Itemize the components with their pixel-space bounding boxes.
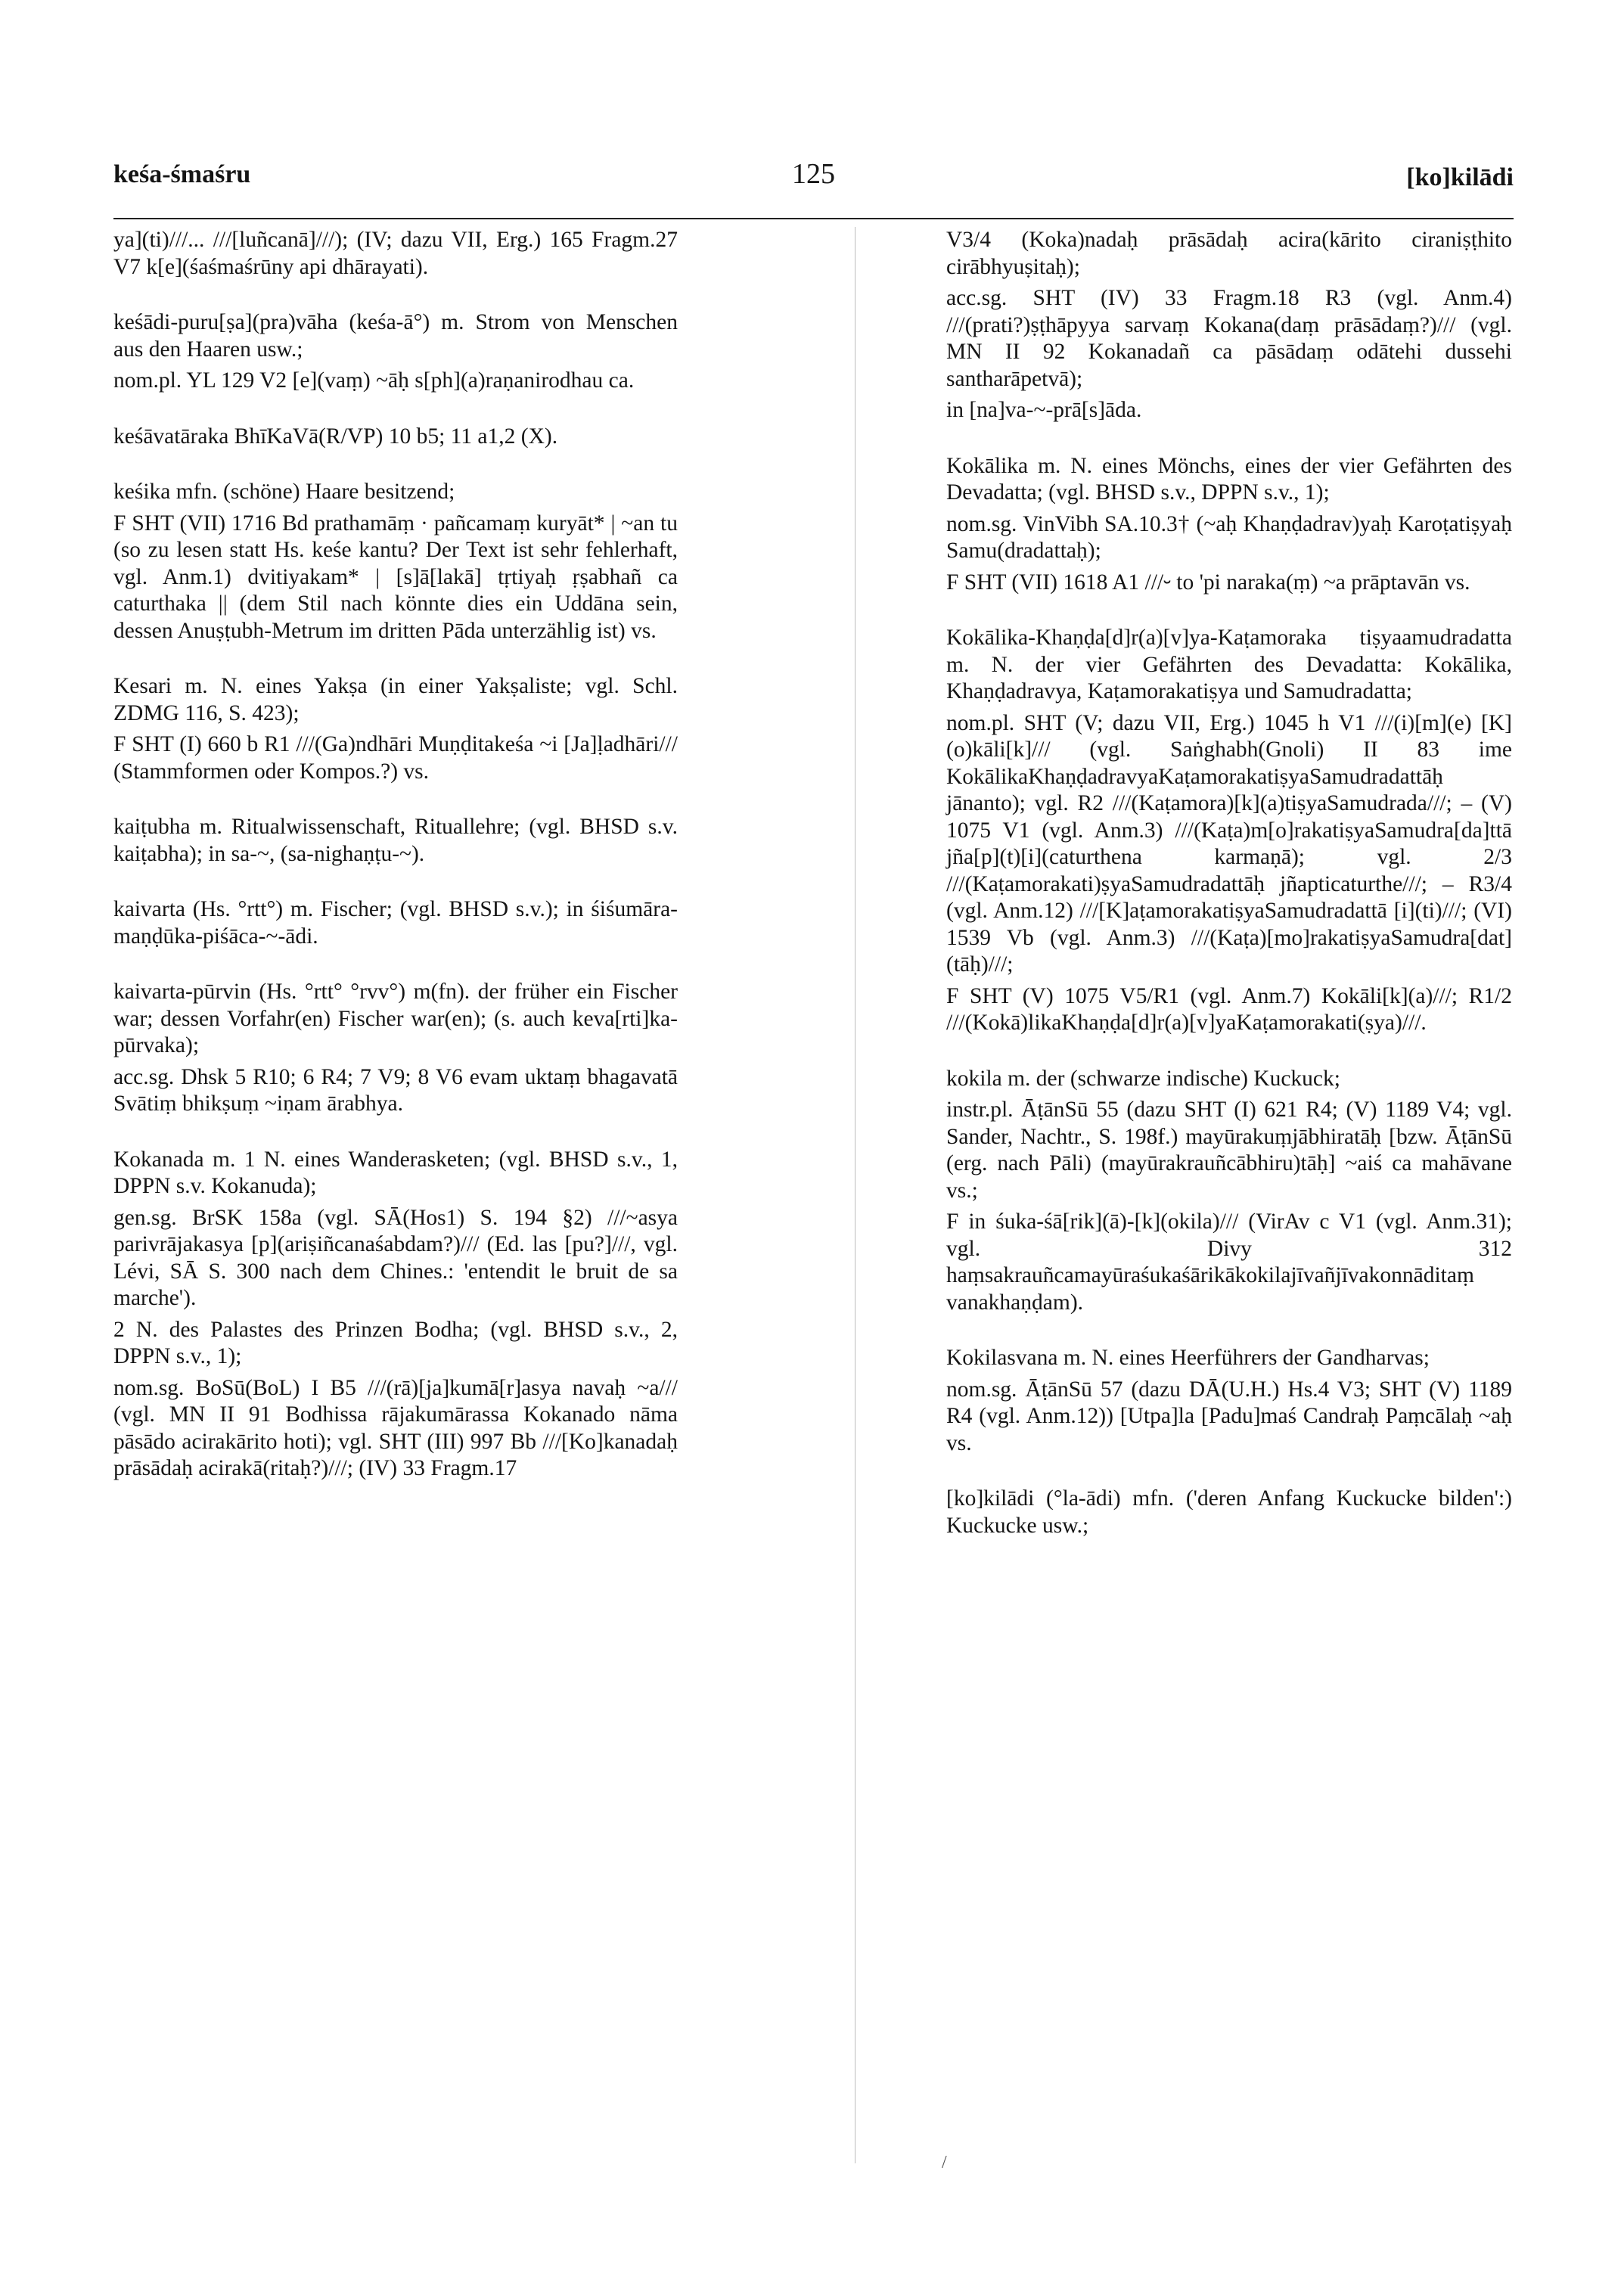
header-first-headword: keśa-śmaśru xyxy=(113,160,251,188)
entry-definition: Kokilasvana m. N. eines Heerführers der Gandharvas; xyxy=(946,1346,1430,1370)
entry-kaivarta xyxy=(113,896,678,950)
entry-definition: keśika mfn. (schöne) Haare besitzend; xyxy=(113,480,455,504)
entry-kokiladi xyxy=(946,1486,1512,1539)
entry-citation: nom.pl. YL 129 V2 [e](vaṃ) ~āḥ s[ph](a)raṇanirodhau ca. xyxy=(113,368,635,393)
entry-kaivarta-purvin xyxy=(113,979,678,1118)
entry-compound: in [na]va-~-prā[s]āda. xyxy=(946,398,1142,422)
entry-citation: F SHT (V) 1075 V5/R1 (vgl. Anm.7) Kokāli[k](a)///; R1/2 ///(Kokā)likaKhaṇḍa[d]r(a)[v]yaKaṭamorakati(ṣya)///. xyxy=(946,983,1512,1035)
entry-definition: keśāvatāraka BhīKaVā(R/VP) 10 b5; 11 a1,2 (X). xyxy=(113,424,558,449)
entry-definition: Kokālika-Khaṇḍa[d]r(a)[v]ya-Kaṭamoraka tiṣyaamudradatta m. N. der vier Gefährten des Devadatta: Kokālika, Khaṇḍadravya, Kaṭamorakatiṣya und Samudradatta; xyxy=(946,626,1512,703)
header-rule xyxy=(113,218,1514,219)
entry-citation: F SHT (VII) 1618 A1 ///⏑ to 'pi naraka(ṃ) ~a prāptavān vs. xyxy=(946,570,1470,595)
entry-kesari xyxy=(113,673,678,785)
left-column xyxy=(113,227,678,1511)
entry-kaitubha xyxy=(113,814,678,868)
entry-definition: [ko]kilādi (°la-ādi) mfn. ('deren Anfang Kuckucke bilden':) Kuckucke usw.; xyxy=(946,1486,1512,1538)
right-column xyxy=(946,227,1512,1568)
entry-citation: nom.pl. SHT (V; dazu VII, Erg.) 1045 h V1 ///(i)[m](e) [K](o)kāli[k]/// (vgl. Saṅghabh(Gnoli) II 83 ime KokālikaKhaṇḍadravyaKaṭamorakatiṣyaSamudradattāḥ jānanto); vgl. R2 ///(Kaṭamora)[k](a)tiṣyaSamudrada///; – (V) 1075 V1 (vgl. Anm.3) ///(Kaṭa)m[o]rakatiṣyaSamudra[da]ttā jña[p](t)[i](caturthena karmaṇā); vgl. 2/3 ///(Kaṭamorakati)ṣyaSamudradattāḥ jñapticaturthe///; – R3/4 (vgl. Anm.12) ///[K]aṭamorakatiṣyaSamudradattā [i](ti)///; (VI) 1539 Vb (vgl. Anm.3) ///(Kaṭa)[mo]rakatiṣyaSamudra[dat](tāḥ)///; xyxy=(946,710,1512,977)
entry-text: V3/4 (Koka)nadaḥ prāsādaḥ acira(kārito ciraniṣṭhito cirābhyuṣitaḥ); xyxy=(946,228,1512,279)
header-last-headword: [ko]kilādi xyxy=(1406,163,1514,191)
entry-definition: kaiṭubha m. Ritualwissenschaft, Rituallehre; (vgl. BHSD s.v. kaiṭabha); in sa-~, (sa-nighaṇṭu-~). xyxy=(113,815,678,866)
entry-citation: acc.sg. SHT (IV) 33 Fragm.18 R3 (vgl. Anm.4) ///(prati?)ṣṭhāpyya sarvaṃ Kokana(daṃ prāsādaṃ?)/// (vgl. MN II 92 Kokanadañ ca pāsādaṃ odātehi dussehi santharāpetvā); xyxy=(946,286,1512,391)
entry-kokanada-continued xyxy=(946,227,1512,424)
entry-kokanada xyxy=(113,1147,678,1483)
entry-citation: gen.sg. BrSK 158a (vgl. SĀ(Hos1) S. 194 §2) ///~asya parivrājakasya [p](ariṣiñcanaśabdam?)/// (Ed. las [pu?]///, vgl. Lévi, SĀ S. 300 nach dem Chines.: 'entendit le bruit de sa marche'). xyxy=(113,1205,678,1310)
entry-sense-2: 2 N. des Palastes des Prinzen Bodha; (vgl. BHSD s.v., 2, DPPN s.v., 1); xyxy=(113,1317,678,1368)
entry-citation: nom.sg. BoSū(BoL) I B5 ///(rā)[ja]kumā[r]asya navaḥ ~a/// (vgl. MN II 91 Bodhissa rājakumārassa Kokanado nāma pāsādo acirakārito hoti); vgl. SHT (III) 997 Bb ///[Ko]kanadaḥ prāsādaḥ acirakā(ritaḥ?)///; (IV) 33 Fragm.17 xyxy=(113,1375,678,1480)
entry-citation: instr.pl. ĀṭānSū 55 (dazu SHT (I) 621 R4; (V) 1189 V4; vgl. Sander, Nachtr., S. 198f.) mayūrakuṃjābhiratāḥ [bzw. ĀṭānSū (erg. nach Pāli) (mayūrakrauñcābhiru)tāḥ] ~aiś ca mahāvane vs.; xyxy=(946,1098,1512,1203)
entry-citation: F SHT (I) 660 b R1 ///(Ga)ndhāri Muṇḍitakeśa ~i [Ja]ḷadhāri/// (Stammformen oder Kompos.?) vs. xyxy=(113,732,678,784)
page-number: 125 xyxy=(792,158,835,190)
entry-kokalika xyxy=(946,453,1512,597)
entry-kesadi-purusapravaha xyxy=(113,309,678,395)
entry-definition: kokila m. der (schwarze indische) Kuckuck; xyxy=(946,1066,1340,1091)
entry-citation: nom.sg. ĀṭānSū 57 (dazu DĀ(U.H.) Hs.4 V3; SHT (V) 1189 R4 (vgl. Anm.12)) [Utpa]la [Padu]maś Candraḥ Paṃcālaḥ ~aḥ vs. xyxy=(946,1377,1512,1455)
entry-definition: Kesari m. N. eines Yakṣa (in einer Yakṣaliste; vgl. Schl. ZDMG 116, S. 423); xyxy=(113,674,678,725)
entry-text: ya](ti)///... ///[luñcanā]///); (IV; dazu VII, Erg.) 165 Fragm.27 V7 k[e](śaśmaśrūny api dhārayati). xyxy=(113,228,678,279)
entry-definition: kaivarta-pūrvin (Hs. °rtt° °rvv°) m(fn). der früher ein Fischer war; dessen Vorfahr(en) Fischer war(en); (s. auch keva[rti]ka-pūrvaka); xyxy=(113,980,678,1057)
entry-citation: F SHT (VII) 1716 Bd prathamāṃ · pañcamaṃ kuryāt* | ~an tu (so zu lesen statt Hs. keśe kantu? Der Text ist sehr fehlerhaft, vgl. Anm.1) dvitiyakam* | [s]ā[lakā] tṛtiyaḥ ṛṣabhañ ca caturthaka || (dem Stil nach könnte dies ein Uddāna sein, dessen Anuṣṭubh-Metrum im dritten Pāda unterzählig ist) vs. xyxy=(113,511,678,643)
entry-kesavataraka xyxy=(113,424,678,451)
entry-definition: keśādi-puru[ṣa](pra)vāha (keśa-ā°) m. Strom von Menschen aus den Haaren usw.; xyxy=(113,310,678,362)
entry-citation: F in śuka-śā[rik](ā)-[k](okila)/// (VirAv c V1 (vgl. Anm.31); vgl. Divy 312 haṃsakrauñcamayūraśukaśārikākokilajīvañjīvakonnāditaṃ vanakhaṇḍam). xyxy=(946,1210,1512,1315)
entry-definition: kaivarta (Hs. °rtt°) m. Fischer; (vgl. BHSD s.v.); in śiśumāra-maṇḍūka-piśāca-~-ādi. xyxy=(113,897,678,949)
entry-definition: Kokanada m. 1 N. eines Wanderasketen; (vgl. BHSD s.v., 1, DPPN s.v. Kokanuda); xyxy=(113,1147,678,1198)
entry-definition: Kokālika m. N. eines Mönchs, eines der vier Gefährten des Devadatta; (vgl. BHSD s.v., DPPN s.v., 1); xyxy=(946,453,1512,505)
stray-mark: / xyxy=(942,2153,947,2172)
entry-kokilasvana xyxy=(946,1345,1512,1457)
entry-kokalika-khandadravya xyxy=(946,625,1512,1037)
entry-citation: acc.sg. Dhsk 5 R10; 6 R4; 7 V9; 8 V6 evam uktaṃ bhagavatā Svātiṃ bhikṣuṃ ~iṇam ārabhya. xyxy=(113,1064,678,1116)
entry-citation: nom.sg. VinVibh SA.10.3† (~aḥ Khaṇḍadrav)yaḥ Karoṭatiṣyaḥ Samu(dradattaḥ); xyxy=(946,511,1512,563)
entry-kesika xyxy=(113,479,678,644)
entry-yati xyxy=(113,227,678,281)
running-header xyxy=(113,160,1514,206)
entry-kokila xyxy=(946,1066,1512,1317)
